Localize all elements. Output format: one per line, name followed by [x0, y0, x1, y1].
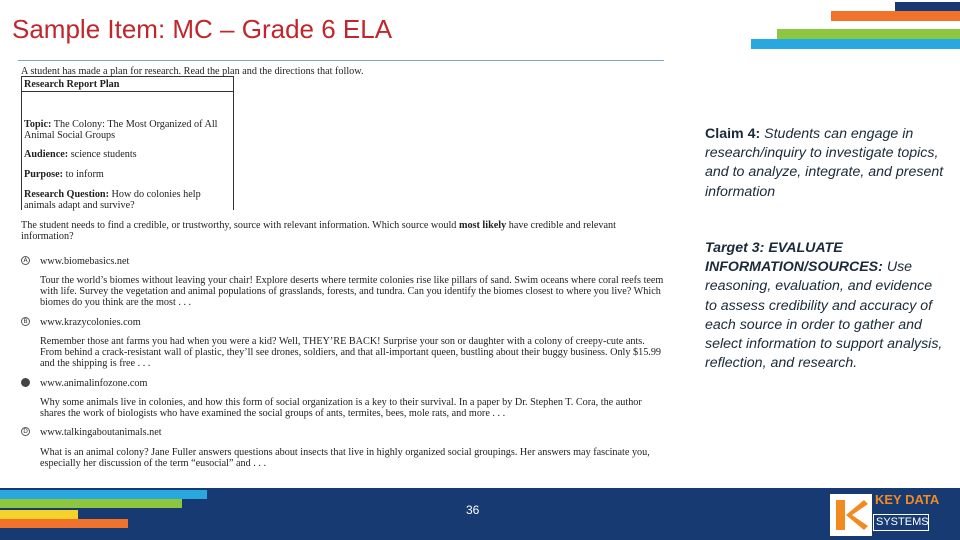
option-d-desc: What is an animal colony? Jane Fuller answers questions about insects that live in highly organized social groupings. Her answers may fascinate you, especially her discussion of the term “eusocial” and . . .	[40, 447, 650, 469]
footer-stripe-yellow	[0, 510, 78, 519]
option-a-url: www.biomebasics.net	[40, 256, 130, 267]
claim-label: Claim 4:	[705, 126, 761, 142]
question-text-post: have credible and relevant information?	[21, 220, 616, 242]
plan-topic-label: Topic:	[24, 119, 52, 130]
option-b-desc: Remember those ant farms you had when you were a kid? Well, THEY’RE BACK! Surprise your son or daughter with a colony of creepy-cute ants. From behind a crack-resistant wall of plastic, they’ll see drones, soldiers, and that all-important queen, bustling about their buggy business. Only $15.99 and the shipping is free . . .	[40, 336, 662, 369]
top-stripe-green	[777, 29, 960, 39]
option-c-url: www.animalinfozone.com	[40, 378, 148, 389]
divider	[18, 60, 664, 61]
option-b-radio-icon[interactable]: B	[21, 317, 30, 326]
footer-stripe-orange	[0, 519, 128, 528]
target-body: Use reasoning, evaluation, and evidence to assess credibility and accuracy of each source in order to gather and select information to support analysis, reflection, and research.	[705, 259, 943, 372]
plan-purpose-label: Purpose:	[24, 169, 64, 180]
item-document	[18, 60, 664, 480]
plan-audience-label: Audience:	[24, 149, 69, 160]
item-intro: A student has made a plan for research. Read the plan and the directions that follow.	[21, 66, 364, 77]
logo-text-systems: SYSTEMS	[873, 514, 929, 531]
item-question	[21, 220, 661, 242]
option-a-desc: Tour the world’s biomes without leaving your chair! Explore deserts where termite colonies rise like pillars of sand. Swim oceans where coral reefs teem with life. Survey the vegetation and animal populations of grasslands, forests, and tundra. Can you identify the biomes closest to where you live? Which biomes do you think are the most . . .	[40, 275, 664, 308]
question-text-bold: most likely	[458, 220, 507, 231]
key-data-systems-logo	[828, 490, 958, 538]
claim-text	[705, 125, 945, 202]
plan-audience-value: science students	[70, 149, 137, 160]
page-number: 36	[466, 503, 480, 517]
target-label: Target 3: EVALUATE INFORMATION/SOURCES:	[705, 240, 883, 276]
plan-audience	[24, 149, 233, 160]
plan-question	[24, 189, 233, 211]
option-c-radio-icon-selected[interactable]	[21, 378, 30, 387]
footer-stripe-green	[0, 499, 182, 508]
top-stripe-orange	[831, 11, 960, 21]
plan-question-value: How do colonies help animals adapt and survive?	[24, 189, 201, 211]
plan-question-label: Research Question:	[24, 189, 109, 200]
top-stripe-blue	[751, 39, 960, 49]
plan-topic	[24, 119, 233, 141]
footer-stripe-blue	[0, 490, 207, 499]
option-d-url: www.talkingaboutanimals.net	[40, 427, 162, 438]
logo-k-icon	[830, 494, 872, 536]
plan-heading: Research Report Plan	[24, 79, 120, 90]
claim-body: Students can engage in research/inquiry to investigate topics, and to analyze, integrate, and present information	[705, 126, 944, 200]
option-a-radio-icon[interactable]: A	[21, 256, 30, 265]
plan-topic-value: The Colony: The Most Organized of All Animal Social Groups	[24, 119, 218, 141]
research-plan-box	[21, 76, 234, 210]
option-d-radio-icon[interactable]: D	[21, 427, 30, 436]
option-c-desc: Why some animals live in colonies, and how this form of social organization is a key to their survival. In a paper by Dr. Stephen T. Cora, the author shares the work of biologists who have examined the social groups of ants, termites, bees, mole rats, and more . . .	[40, 397, 642, 419]
option-b-url: www.krazycolonies.com	[40, 317, 141, 328]
logo-text-key-data: KEY DATA	[875, 492, 940, 507]
question-text-pre: The student needs to find a credible, or trustworthy, source with relevant information. Which source would	[21, 220, 459, 231]
plan-purpose-value: to inform	[65, 169, 104, 180]
target-text	[705, 239, 945, 373]
plan-purpose	[24, 169, 233, 180]
slide-title: Sample Item: MC – Grade 6 ELA	[12, 14, 393, 44]
plan-divider	[22, 91, 233, 92]
